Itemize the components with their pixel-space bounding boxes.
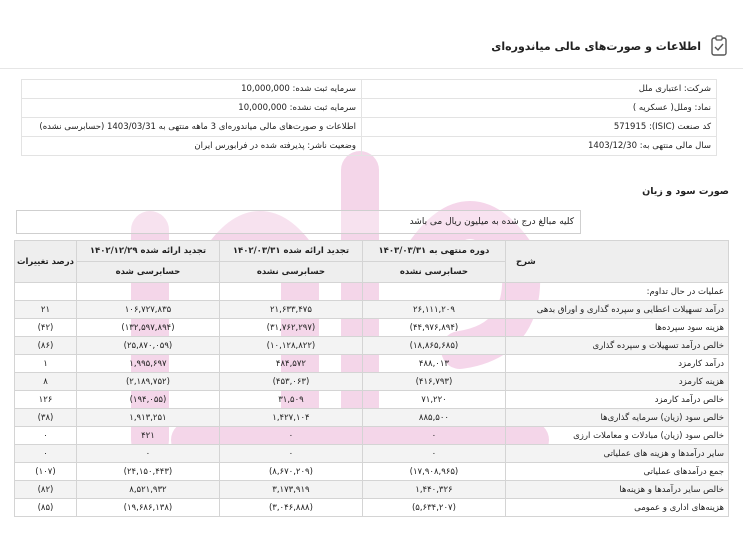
row-desc: خالص سود (زیان) سرمایه گذاری‌ها xyxy=(505,409,728,427)
row-p3: ۴۲۱ xyxy=(76,427,219,445)
row-p2: ۰ xyxy=(219,427,362,445)
row-pct: (۴۲) xyxy=(15,319,77,337)
company-info-table xyxy=(21,79,717,156)
row-p3: ۱,۹۱۳,۲۵۱ xyxy=(76,409,219,427)
row-desc: خالص درآمد کارمزد xyxy=(505,391,728,409)
row-p1: ۸۸۵,۵۰۰ xyxy=(362,409,505,427)
table-row xyxy=(15,391,729,409)
row-p2: (۳,۰۴۶,۸۸۸) xyxy=(219,499,362,517)
report-title: اطلاعات و صورت‌های مالی میاندوره‌ای 3 ماهه منتهی به 1403/03/31 (حسابرسی نشده) xyxy=(22,118,362,137)
row-p3-highlighted: (۲,۱۸۹,۷۵۲) xyxy=(76,373,219,391)
row-p3 xyxy=(76,283,219,301)
row-pct: (۱۰۷) xyxy=(15,463,77,481)
table-row xyxy=(15,427,729,445)
document-icon xyxy=(709,35,729,57)
row-pct: (۸۲) xyxy=(15,481,77,499)
row-pct: ۸ xyxy=(15,373,77,391)
row-pct: ۰ xyxy=(15,445,77,463)
col-subheader-period2: حسابرسی نشده xyxy=(219,262,362,283)
table-row xyxy=(15,319,729,337)
row-p3: (۱۳۲,۵۹۷,۸۹۴) xyxy=(76,319,219,337)
table-row xyxy=(15,463,729,481)
col-subheader-period3: حسابرسی شده xyxy=(76,262,219,283)
row-p1: ۰ xyxy=(362,427,505,445)
row-p3: (۱۹,۶۸۶,۱۳۸) xyxy=(76,499,219,517)
row-p3: (۲۵,۸۷۰,۰۵۹) xyxy=(76,337,219,355)
amounts-note: کلیه مبالغ درج شده به میلیون ریال می باشد xyxy=(16,210,581,234)
row-p2: (۱۰,۱۲۸,۸۲۲) xyxy=(219,337,362,355)
row-p2: ۰ xyxy=(219,445,362,463)
row-pct: (۸۶) xyxy=(15,337,77,355)
header-divider xyxy=(0,68,743,69)
section-title: صورت سود و زیان xyxy=(642,186,729,197)
industry-code: کد صنعت (ISIC): 571915 xyxy=(361,118,716,137)
unregistered-capital: سرمایه ثبت نشده: 10,000,000 xyxy=(22,99,362,118)
row-pct xyxy=(15,283,77,301)
row-p3: (۲۴,۱۵۰,۴۴۳) xyxy=(76,463,219,481)
row-p1: ۲۶,۱۱۱,۲۰۹ xyxy=(362,301,505,319)
col-header-pct: درصد تغییرات xyxy=(15,241,77,283)
row-p2: (۳۱,۷۶۲,۲۹۷) xyxy=(219,319,362,337)
registered-capital: سرمایه ثبت شده: 10,000,000 xyxy=(22,80,362,99)
table-row xyxy=(15,499,729,517)
row-desc: درآمد تسهیلات اعطایی و سپرده گذاری و اوراق بدهی xyxy=(505,301,728,319)
table-row xyxy=(15,445,729,463)
row-pct: ۲۱ xyxy=(15,301,77,319)
row-desc: سایر درآمدها و هزینه های عملیاتی xyxy=(505,445,728,463)
row-p3: ۱,۹۹۵,۶۹۷ xyxy=(76,355,219,373)
row-p2: ۳,۱۷۳,۹۱۹ xyxy=(219,481,362,499)
row-p2 xyxy=(219,283,362,301)
row-p1: ۴۸۸,۰۱۳ xyxy=(362,355,505,373)
row-p2: (۴۵۳,۰۶۳) xyxy=(219,373,362,391)
table-row xyxy=(15,301,729,319)
col-header-period3: تجدید ارائه شده ۱۴۰۲/۱۲/۲۹ xyxy=(76,241,219,262)
fiscal-year-end: سال مالی منتهی به: 1403/12/30 xyxy=(361,137,716,156)
row-p1: (۴۱۶,۷۹۳) xyxy=(362,373,505,391)
row-desc: هزینه‌های اداری و عمومی xyxy=(505,499,728,517)
row-p2: ۲۱,۶۳۳,۴۷۵ xyxy=(219,301,362,319)
page-header xyxy=(491,34,729,58)
row-p1: (۱۷,۹۰۸,۹۶۵) xyxy=(362,463,505,481)
row-p2: ۳۱,۵۰۹ xyxy=(219,391,362,409)
col-header-period1: دوره منتهی به ۱۴۰۳/۰۳/۳۱ xyxy=(362,241,505,262)
row-desc: درآمد کارمزد xyxy=(505,355,728,373)
table-row xyxy=(15,409,729,427)
row-p1: (۴۴,۹۷۶,۸۹۴) xyxy=(362,319,505,337)
row-p3: ۰ xyxy=(76,445,219,463)
row-pct: ۱ xyxy=(15,355,77,373)
row-p1 xyxy=(362,283,505,301)
row-desc: خالص سود (زیان) مبادلات و معاملات ارزی xyxy=(505,427,728,445)
row-p3: ۱۰۶,۷۲۷,۸۳۵ xyxy=(76,301,219,319)
row-desc: خالص درآمد تسهیلات و سپرده گذاری xyxy=(505,337,728,355)
row-desc: هزینه کارمزد xyxy=(505,373,728,391)
table-row xyxy=(15,355,729,373)
row-p2: ۴۸۴,۵۷۲ xyxy=(219,355,362,373)
row-p1: (۱۸,۸۶۵,۶۸۵) xyxy=(362,337,505,355)
row-desc: هزینه سود سپرده‌ها xyxy=(505,319,728,337)
col-header-desc: شرح xyxy=(505,241,728,283)
table-row xyxy=(15,337,729,355)
row-p2: (۸,۶۷۰,۲۰۹) xyxy=(219,463,362,481)
row-pct: ۰ xyxy=(15,427,77,445)
row-p3: (۱۹۴,۰۵۵) xyxy=(76,391,219,409)
income-statement-table xyxy=(14,240,729,517)
col-subheader-period1: حسابرسی نشده xyxy=(362,262,505,283)
row-p1: ۱,۴۴۰,۳۲۶ xyxy=(362,481,505,499)
row-p1: ۰ xyxy=(362,445,505,463)
row-pct: (۸۵) xyxy=(15,499,77,517)
row-desc: عملیات در حال تداوم: xyxy=(505,283,728,301)
table-row xyxy=(15,283,729,301)
symbol: نماد: وملل( عسکریه ) xyxy=(361,99,716,118)
row-p2: ۱,۴۲۷,۱۰۴ xyxy=(219,409,362,427)
col-header-period2: تجدید ارائه شده ۱۴۰۲/۰۳/۳۱ xyxy=(219,241,362,262)
company-name: شرکت: اعتباری ملل xyxy=(361,80,716,99)
row-pct: ۱۲۶ xyxy=(15,391,77,409)
row-p3: ۸,۵۲۱,۹۳۲ xyxy=(76,481,219,499)
row-p1: ۷۱,۲۲۰ xyxy=(362,391,505,409)
row-p1: (۵,۶۳۴,۲۰۷) xyxy=(362,499,505,517)
row-pct: (۳۸) xyxy=(15,409,77,427)
page-title: اطلاعات و صورت‌های مالی میاندوره‌ای xyxy=(491,39,701,53)
row-desc: خالص سایر درآمدها و هزینه‌ها xyxy=(505,481,728,499)
table-row xyxy=(15,373,729,391)
row-desc: جمع درآمدهای عملیاتی xyxy=(505,463,728,481)
publisher-status: وضعیت ناشر: پذیرفته شده در فرابورس ایران xyxy=(22,137,362,156)
table-row xyxy=(15,481,729,499)
